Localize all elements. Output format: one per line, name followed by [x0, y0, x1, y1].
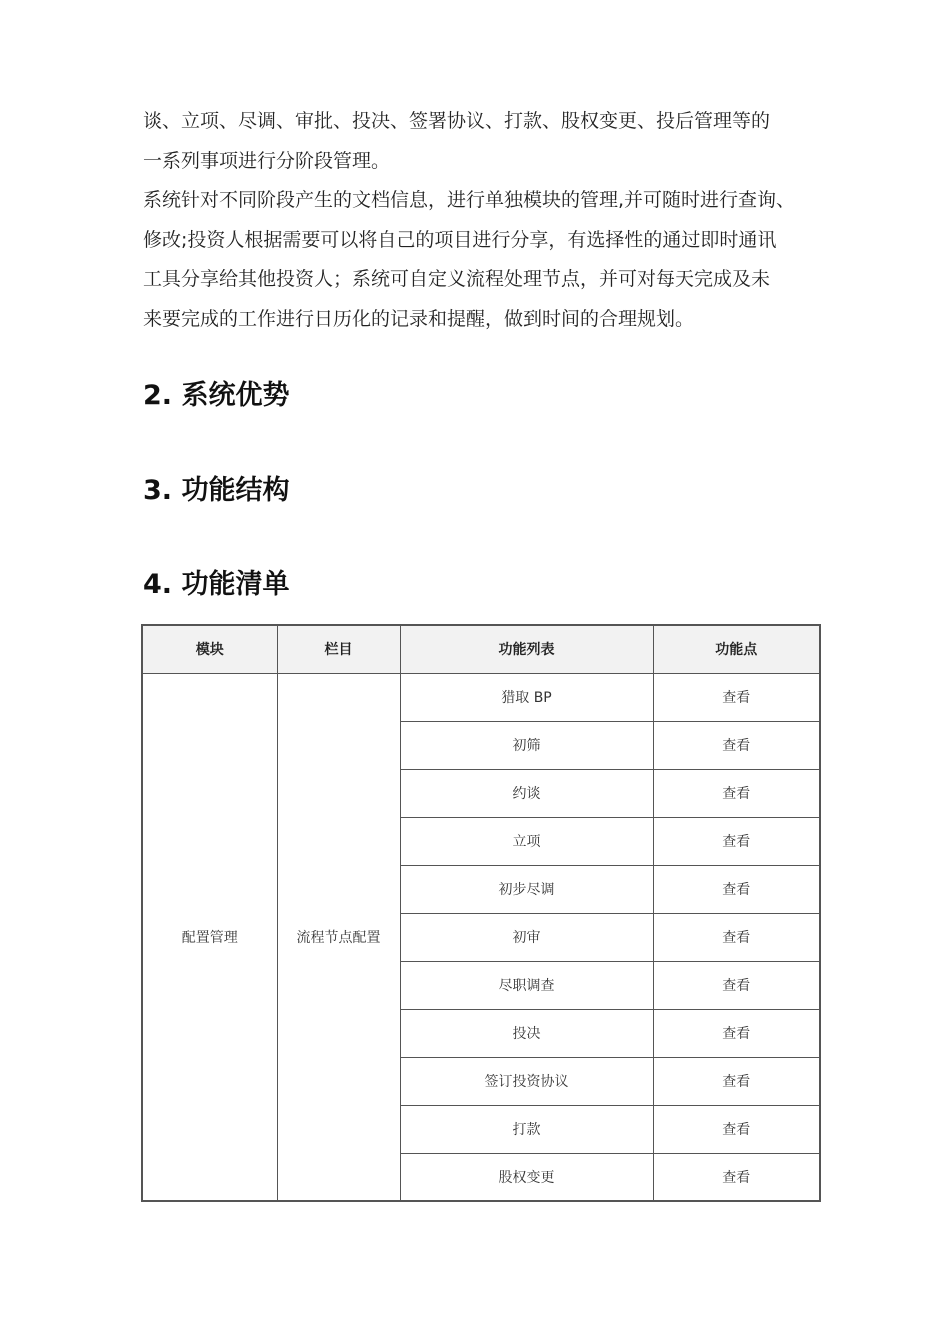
table-header-row: [142, 625, 820, 673]
intro-line: 工具分享给其他投资人；系统可自定义流程处理节点，并可对每天完成及未: [143, 268, 771, 290]
cell-function-point: 查看: [653, 913, 820, 961]
intro-line: 修改;投资人根据需要可以将自己的项目进行分享，有选择性的通过即时通讯: [143, 228, 777, 251]
header-function-list: 功能列表: [400, 625, 653, 673]
section-heading-structure: 3. 功能结构: [143, 475, 290, 506]
cell-function-point: 查看: [653, 673, 820, 721]
document-page: [143, 0, 823, 1186]
intro-line: 系统针对不同阶段产生的文档信息，进行单独模块的管理,并可随时进行查询、: [143, 189, 796, 211]
cell-function: 约谈: [400, 769, 653, 817]
header-function-point: 功能点: [653, 625, 820, 673]
cell-function: 初筛: [400, 721, 653, 769]
cell-function: 初步尽调: [400, 865, 653, 913]
cell-function-point: 查看: [653, 1057, 820, 1105]
cell-function-point: 查看: [653, 961, 820, 1009]
cell-column: 流程节点配置: [277, 673, 400, 1201]
header-module: 模块: [142, 625, 277, 673]
cell-function-point: 查看: [653, 1153, 820, 1201]
cell-function-point: 查看: [653, 865, 820, 913]
intro-line: 谈、立项、尽调、审批、投决、签署协议、打款、股权变更、投后管理等的: [143, 110, 771, 132]
intro-line: 一系列事项进行分阶段管理。: [143, 149, 391, 172]
table-row: [142, 673, 820, 721]
cell-function-point: 查看: [653, 769, 820, 817]
cell-function-point: 查看: [653, 1009, 820, 1057]
cell-function-point: 查看: [653, 1105, 820, 1153]
cell-function: 打款: [400, 1105, 653, 1153]
section-heading-advantages: 2. 系统优势: [143, 380, 290, 411]
function-list-table: [141, 624, 821, 1202]
cell-function-point: 查看: [653, 817, 820, 865]
cell-module: 配置管理: [142, 673, 277, 1201]
cell-function: 股权变更: [400, 1153, 653, 1201]
cell-function: 投决: [400, 1009, 653, 1057]
intro-line: 来要完成的工作进行日历化的记录和提醒，做到时间的合理规划。: [143, 307, 695, 330]
cell-function: 初审: [400, 913, 653, 961]
cell-function-point: 查看: [653, 721, 820, 769]
cell-function: 立项: [400, 817, 653, 865]
cell-function: 猎取 BP: [400, 673, 653, 721]
cell-function: 尽职调查: [400, 961, 653, 1009]
intro-paragraph: [143, 0, 823, 339]
header-column: 栏目: [277, 625, 400, 673]
section-heading-function-list: 4. 功能清单: [143, 569, 290, 600]
cell-function: 签订投资协议: [400, 1057, 653, 1105]
